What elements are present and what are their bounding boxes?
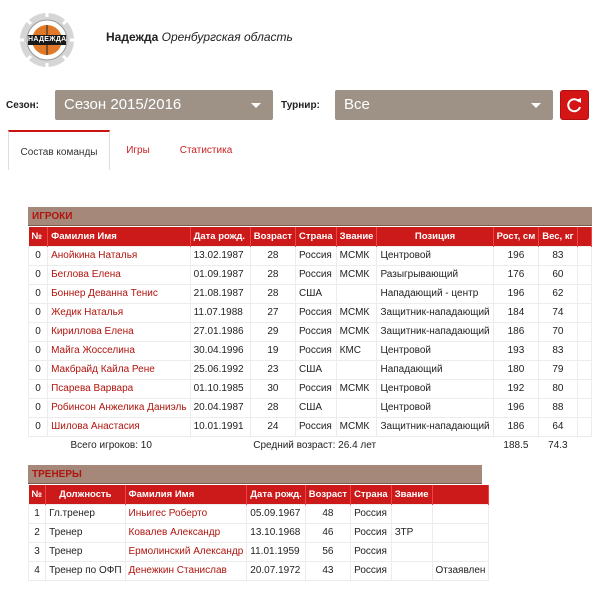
coach-name[interactable]: Денежкин Станислав <box>125 561 247 580</box>
season-label: Сезон: <box>6 100 39 111</box>
player-weight: 74 <box>539 303 577 322</box>
player-extra <box>577 322 591 341</box>
tournament-select[interactable] <box>335 90 553 120</box>
player-position: Защитник-нападающий <box>377 303 493 322</box>
player-title: МСМК <box>336 265 377 284</box>
player-position: Защитник-нападающий <box>377 322 493 341</box>
player-birthdate: 21.08.1987 <box>190 284 250 303</box>
player-country: США <box>296 360 337 379</box>
player-name[interactable]: Макбрайд Кайла Рене <box>48 360 190 379</box>
player-birthdate: 01.10.1985 <box>190 379 250 398</box>
coach-row <box>29 523 489 542</box>
player-number: 0 <box>29 398 48 417</box>
player-country: США <box>296 284 337 303</box>
tournament-label: Турнир: <box>281 100 320 111</box>
player-weight: 60 <box>539 265 577 284</box>
coach-birthdate: 11.01.1959 <box>247 542 306 561</box>
coaches-section-title: ТРЕНЕРЫ <box>28 465 482 484</box>
chevron-down-icon <box>251 103 261 108</box>
team-logo-text: НАДЕЖДА <box>28 36 67 43</box>
player-height: 186 <box>493 322 539 341</box>
player-title: МСМК <box>336 417 377 436</box>
col-country[interactable]: Страна <box>296 227 337 246</box>
player-row <box>29 322 592 341</box>
players-table <box>28 227 592 455</box>
player-row <box>29 246 592 265</box>
player-position: Центровой <box>377 246 493 265</box>
player-extra <box>577 341 591 360</box>
player-extra <box>577 398 591 417</box>
col-position[interactable]: Позиция <box>377 227 493 246</box>
coach-title <box>391 504 432 523</box>
coach-col-age[interactable]: Возраст <box>305 485 350 504</box>
coach-birthdate: 20.07.1972 <box>247 561 306 580</box>
player-extra <box>577 265 591 284</box>
col-weight[interactable]: Вес, кг <box>539 227 577 246</box>
player-age: 28 <box>250 246 295 265</box>
team-header <box>18 10 293 70</box>
player-title: КМС <box>336 341 377 360</box>
coach-name[interactable]: Ковалев Александр <box>125 523 247 542</box>
tournament-select-value: Все <box>344 96 370 113</box>
player-number: 0 <box>29 417 48 436</box>
roster-panel <box>8 170 607 598</box>
player-weight: 79 <box>539 360 577 379</box>
coaches-table <box>28 485 489 581</box>
coach-country: Россия <box>351 561 392 580</box>
player-height: 186 <box>493 417 539 436</box>
players-header-row <box>29 227 592 246</box>
player-age: 27 <box>250 303 295 322</box>
player-number: 0 <box>29 379 48 398</box>
coach-row <box>29 542 489 561</box>
player-name[interactable]: Робинсон Анжелика Даниэль <box>48 398 190 417</box>
player-number: 0 <box>29 360 48 379</box>
player-age: 30 <box>250 379 295 398</box>
player-name[interactable]: Анойкина Наталья <box>48 246 190 265</box>
players-section-title: ИГРОКИ <box>28 207 592 226</box>
player-country: Россия <box>296 265 337 284</box>
player-weight: 64 <box>539 417 577 436</box>
player-country: Россия <box>296 303 337 322</box>
player-position: Защитник-нападающий <box>377 417 493 436</box>
coach-col-status <box>432 485 489 504</box>
player-name[interactable]: Жедик Наталья <box>48 303 190 322</box>
coach-row <box>29 561 489 580</box>
coach-status <box>432 542 489 561</box>
average-weight: 74.3 <box>548 440 568 452</box>
player-number: 0 <box>29 246 48 265</box>
player-number: 0 <box>29 284 48 303</box>
player-extra <box>577 303 591 322</box>
coach-name[interactable]: Иньигес Роберто <box>125 504 247 523</box>
player-row <box>29 341 592 360</box>
col-height[interactable]: Рост, см <box>493 227 539 246</box>
player-row <box>29 360 592 379</box>
coach-title <box>391 542 432 561</box>
player-weight: 83 <box>539 341 577 360</box>
average-height: 188.5 <box>503 440 529 452</box>
coach-role: Тренер <box>46 523 125 542</box>
coach-title: ЗТР <box>391 523 432 542</box>
player-height: 184 <box>493 303 539 322</box>
player-position: Центровой <box>377 398 493 417</box>
tab-roster-label: Состав команды <box>20 147 98 158</box>
player-age: 24 <box>250 417 295 436</box>
coach-role: Тренер по ОФП <box>46 561 125 580</box>
player-height: 193 <box>493 341 539 360</box>
player-birthdate: 27.01.1986 <box>190 322 250 341</box>
player-height: 196 <box>493 246 539 265</box>
tab-roster[interactable] <box>8 130 110 171</box>
coach-age: 56 <box>305 542 350 561</box>
filter-bar <box>0 90 607 120</box>
team-name[interactable]: Надежда <box>106 30 159 44</box>
player-weight: 62 <box>539 284 577 303</box>
player-height: 196 <box>493 398 539 417</box>
player-title: МСМК <box>336 303 377 322</box>
player-number: 0 <box>29 341 48 360</box>
player-name[interactable]: Майга Жосселина <box>48 341 190 360</box>
player-row <box>29 284 592 303</box>
player-weight: 70 <box>539 322 577 341</box>
coach-country: Россия <box>351 542 392 561</box>
player-country: Россия <box>296 379 337 398</box>
coach-age: 43 <box>305 561 350 580</box>
player-weight: 83 <box>539 246 577 265</box>
player-extra <box>577 284 591 303</box>
coach-birthdate: 05.09.1967 <box>247 504 306 523</box>
player-birthdate: 11.07.1988 <box>190 303 250 322</box>
team-region: Оренбургская область <box>161 30 293 44</box>
coach-col-role[interactable]: Должность <box>46 485 125 504</box>
coach-number: 4 <box>29 561 46 580</box>
player-birthdate: 10.01.1991 <box>190 417 250 436</box>
col-title[interactable]: Звание <box>336 227 377 246</box>
coach-name[interactable]: Ермолинский Александр <box>125 542 247 561</box>
season-select-value: Сезон 2015/2016 <box>64 96 182 113</box>
player-extra <box>577 379 591 398</box>
player-name[interactable]: Боннер Деванна Тенис <box>48 284 190 303</box>
player-title: МСМК <box>336 379 377 398</box>
player-country: США <box>296 398 337 417</box>
coach-status <box>432 504 489 523</box>
coach-role: Гл.тренер <box>46 504 125 523</box>
tab-bar <box>8 130 607 171</box>
player-country: Россия <box>296 246 337 265</box>
player-birthdate: 01.09.1987 <box>190 265 250 284</box>
col-age[interactable]: Возраст <box>250 227 295 246</box>
player-number: 0 <box>29 303 48 322</box>
coach-country: Россия <box>351 504 392 523</box>
player-height: 196 <box>493 284 539 303</box>
team-title <box>106 30 293 44</box>
coach-age: 48 <box>305 504 350 523</box>
player-position: Центровой <box>377 341 493 360</box>
player-title <box>336 360 377 379</box>
tab-games[interactable] <box>116 130 160 171</box>
player-country: Россия <box>296 341 337 360</box>
coach-col-birthdate[interactable]: Дата рожд. <box>247 485 306 504</box>
player-title: МСМК <box>336 322 377 341</box>
player-height: 192 <box>493 379 539 398</box>
player-number: 0 <box>29 265 48 284</box>
coach-number: 2 <box>29 523 46 542</box>
player-title <box>336 284 377 303</box>
refresh-button[interactable] <box>560 90 589 120</box>
player-age: 23 <box>250 360 295 379</box>
coach-number: 1 <box>29 504 46 523</box>
player-weight: 80 <box>539 379 577 398</box>
coach-status: Отзаявлен <box>432 561 489 580</box>
coaches-body <box>29 504 489 580</box>
player-position: Нападающий - центр <box>377 284 493 303</box>
player-birthdate: 13.02.1987 <box>190 246 250 265</box>
player-name[interactable]: Кириллова Елена <box>48 322 190 341</box>
coach-number: 3 <box>29 542 46 561</box>
players-body <box>29 246 592 436</box>
coach-col-name[interactable]: Фамилия Имя <box>125 485 247 504</box>
player-birthdate: 25.06.1992 <box>190 360 250 379</box>
tab-statistics[interactable] <box>176 130 236 171</box>
player-row <box>29 303 592 322</box>
player-title: МСМК <box>336 246 377 265</box>
refresh-icon <box>561 91 588 119</box>
coaches-header-row <box>29 485 489 504</box>
player-name[interactable]: Беглова Елена <box>48 265 190 284</box>
player-age: 19 <box>250 341 295 360</box>
player-height: 176 <box>493 265 539 284</box>
player-row <box>29 265 592 284</box>
player-number: 0 <box>29 322 48 341</box>
chevron-down-icon <box>531 103 541 108</box>
player-row <box>29 417 592 436</box>
coach-status <box>432 523 489 542</box>
col-birthdate[interactable]: Дата рожд. <box>190 227 250 246</box>
player-weight: 88 <box>539 398 577 417</box>
col-number[interactable]: № <box>29 227 48 246</box>
player-extra <box>577 246 591 265</box>
coach-age: 46 <box>305 523 350 542</box>
player-age: 29 <box>250 322 295 341</box>
totals-row <box>29 436 592 455</box>
team-logo <box>18 11 76 69</box>
player-age: 28 <box>250 265 295 284</box>
col-extra <box>577 227 591 246</box>
player-age: 28 <box>250 398 295 417</box>
player-extra <box>577 417 591 436</box>
player-name[interactable]: Псарева Варвара <box>48 379 190 398</box>
player-name[interactable]: Шилова Анастасия <box>48 417 190 436</box>
player-row <box>29 379 592 398</box>
tab-games-label: Игры <box>126 145 150 156</box>
player-position: Центровой <box>377 379 493 398</box>
coach-role: Тренер <box>46 542 125 561</box>
tab-statistics-label: Статистика <box>179 145 233 156</box>
player-country: Россия <box>296 417 337 436</box>
player-position: Разыгрывающий <box>377 265 493 284</box>
totals-empty <box>577 436 591 455</box>
coach-country: Россия <box>351 523 392 542</box>
col-name[interactable]: Фамилия Имя <box>48 227 190 246</box>
player-title <box>336 398 377 417</box>
players-totals <box>29 436 592 455</box>
player-height: 180 <box>493 360 539 379</box>
player-birthdate: 20.04.1987 <box>190 398 250 417</box>
player-row <box>29 398 592 417</box>
player-position: Нападающий <box>377 360 493 379</box>
coach-row <box>29 504 489 523</box>
coach-col-number[interactable]: № <box>29 485 46 504</box>
player-age: 28 <box>250 284 295 303</box>
average-age: Средний возраст: 26.4 лет <box>253 440 377 452</box>
season-select[interactable] <box>55 90 273 120</box>
coach-birthdate: 13.10.1968 <box>247 523 306 542</box>
player-country: Россия <box>296 322 337 341</box>
player-extra <box>577 360 591 379</box>
coach-title <box>391 561 432 580</box>
coach-col-title[interactable]: Звание <box>391 485 432 504</box>
player-birthdate: 30.04.1996 <box>190 341 250 360</box>
coach-col-country[interactable]: Страна <box>351 485 392 504</box>
players-count: Всего игроков: 10 <box>70 440 152 452</box>
